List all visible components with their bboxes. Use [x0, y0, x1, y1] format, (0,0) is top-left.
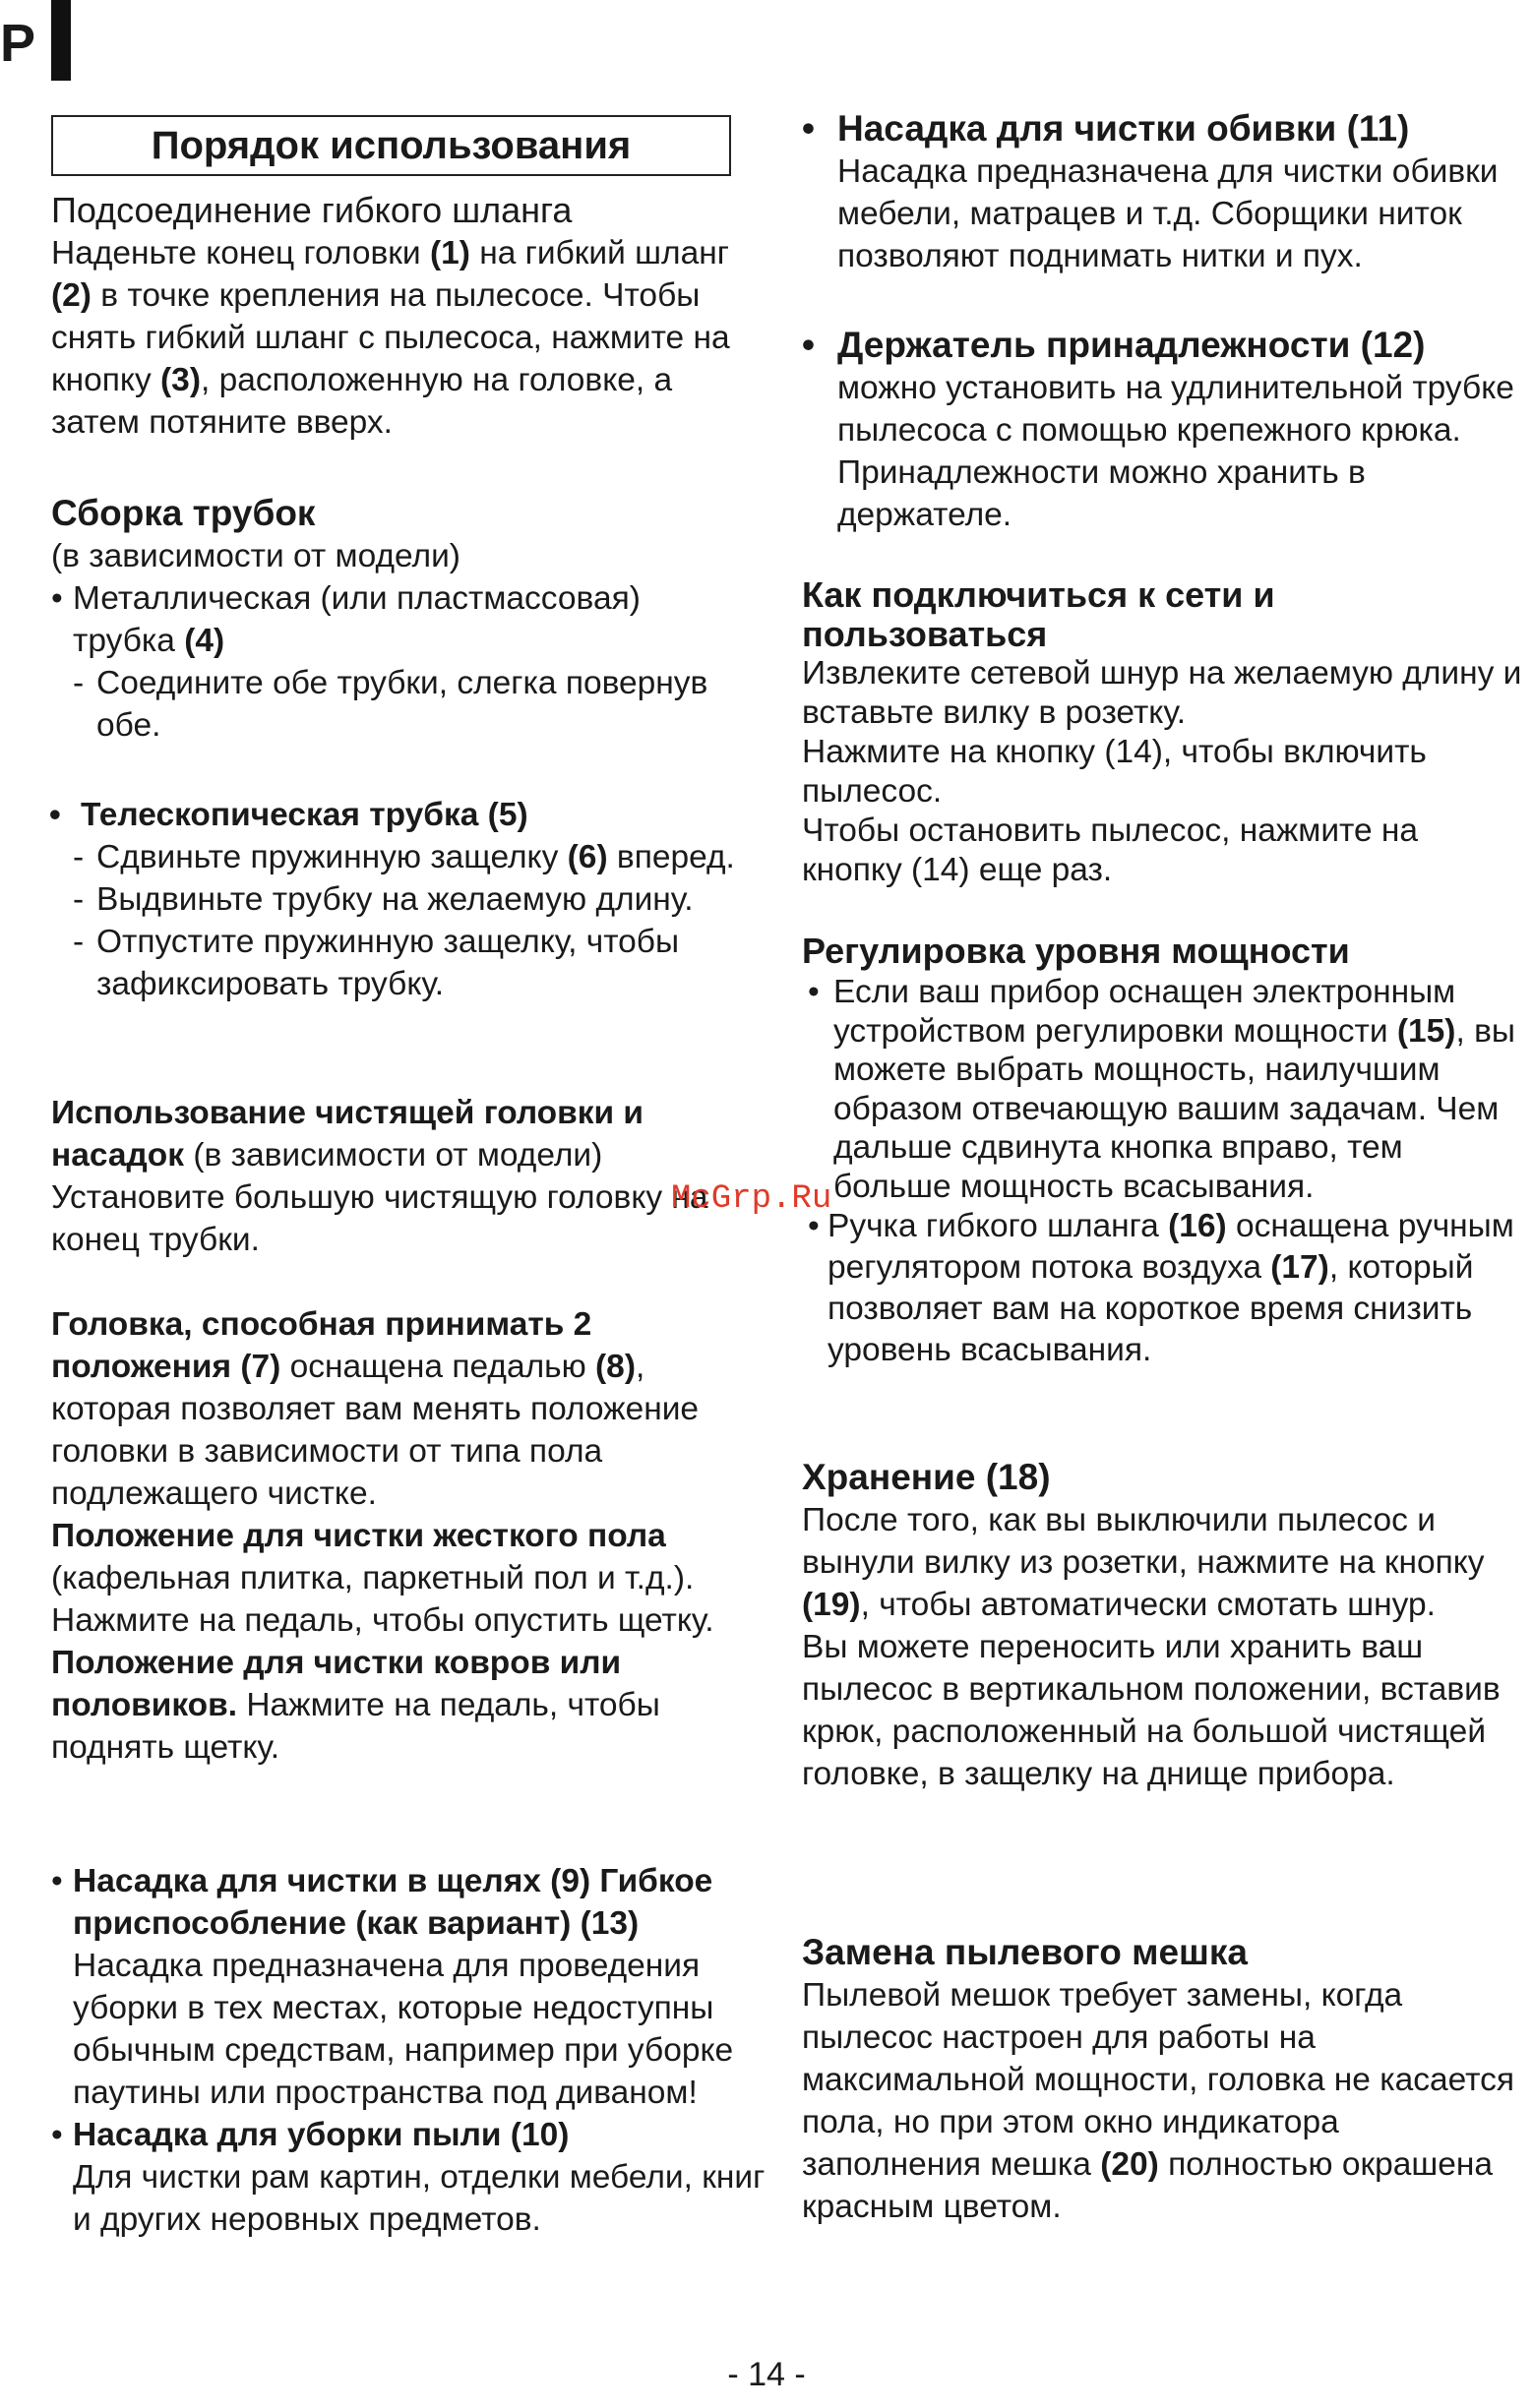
storage-section — [802, 1456, 1525, 1795]
hose-section — [51, 189, 769, 444]
usage-section — [51, 1092, 769, 1261]
power-text-3: Чтобы остановить пылесос, нажмите на кнопку (14) еще раз. — [802, 813, 1419, 888]
dust-nozzle: • Насадка для уборки пыли (10) Для чистки рам картин, отделки мебели, книг и других неровных предметов. — [51, 2117, 766, 2238]
page-title: Порядок использования — [51, 115, 731, 176]
power-heading: Как подключиться к сети и пользоваться — [802, 574, 1275, 654]
head-section — [51, 1303, 769, 1769]
holder-heading: • Держатель принадлежности (12) — [802, 325, 1426, 365]
suction-section — [802, 930, 1525, 1371]
suction-heading: Регулировка уровня мощности — [802, 931, 1350, 971]
suction-bullet-1: • Если ваш прибор оснащен электронным устройством регулировки мощности (15), вы можете выбрать мощность, наилучшим образом отвечающую вашим задачам. Чем дальше сдвинута кнопка вправо, тем больше мощность всасывания. — [808, 974, 1515, 1205]
storage-heading: Хранение (18) — [802, 1457, 1051, 1497]
tubes-section — [51, 492, 769, 747]
telescopic-step-2: - Выдвиньте трубку на желаемую длину. — [73, 881, 694, 918]
telescopic-section — [51, 794, 769, 1005]
holder-text: можно установить на удлинительной трубке пылесоса с помощью крепежного крюка. Принадлежности можно хранить в держателе. — [837, 370, 1514, 533]
carpet-position: Положение для чистки ковров или половиков. Нажмите на педаль, чтобы поднять щетку. — [51, 1645, 660, 1766]
telescopic-step-1: - Сдвиньте пружинную защелку (6) вперед. — [73, 839, 735, 875]
upholstery-text: Насадка предназначена для чистки обивки мебели, матрацев и т.д. Сборщики ниток позволяют поднимать нитки и пух. — [837, 153, 1499, 274]
tubes-note: (в зависимости от модели) — [51, 538, 460, 574]
language-marker: P — [0, 14, 36, 73]
two-position-head: Головка, способная принимать 2 положения (7) оснащена педалью (8), которая позволяет вам менять положение головки в зависимости от типа пола подлежащего чистке. — [51, 1306, 700, 1512]
telescopic-step-3: - Отпустите пружинную защелку, чтобы зафиксировать трубку. — [73, 924, 680, 1002]
power-section — [802, 575, 1525, 890]
language-bar — [51, 0, 71, 81]
upholstery-heading: • Насадка для чистки обивки (11) — [802, 108, 1410, 149]
page-number: - 14 - — [727, 2356, 806, 2393]
telescopic-heading: • Телескопическая трубка (5) — [49, 797, 528, 833]
holder-section — [802, 323, 1525, 536]
storage-text-1: После того, как вы выключили пылесос и вынули вилку из розетки, нажмите на кнопку (19), чтобы автоматически смотать шнур. — [802, 1502, 1485, 1623]
upholstery-section — [802, 106, 1525, 277]
hose-text: Наденьте конец головки (1) на гибкий шланг (2) в точке крепления на пылесосе. Чтобы снять гибкий шланг с пылесоса, нажмите на кнопку (3), расположенную на головке, а затем потяните вверх. — [51, 235, 730, 441]
bag-section — [802, 1931, 1525, 2228]
watermark: McGrp.Ru — [671, 1180, 832, 1218]
crevice-nozzle: • Насадка для чистки в щелях (9) Гибкое приспособление (как вариант) (13) Насадка предназначена для проведения уборки в тех местах, которые недоступны обычным средствам, например при уборке паутины или пространства под диваном! — [51, 1863, 734, 2111]
power-text-2: Нажмите на кнопку (14), чтобы включить пылесос. — [802, 734, 1427, 810]
hard-floor-position: Положение для чистки жесткого пола (кафельная плитка, паркетный пол и т.д.). Нажмите на педаль, чтобы опустить щетку. — [51, 1518, 714, 1639]
metal-tube-step: - Соедините обе трубки, слегка повернув обе. — [73, 665, 708, 744]
bag-heading: Замена пылевого мешка — [802, 1932, 1248, 1972]
usage-heading: Использование чистящей головки и насадок (в зависимости от модели) — [51, 1095, 644, 1174]
nozzles-section — [51, 1860, 769, 2241]
metal-tube-item: • Металлическая (или пластмассовая) трубка (4) — [51, 580, 641, 659]
suction-bullet-2: • Ручка гибкого шланга (16) оснащена ручным регулятором потока воздуха (17), который позволяет вам на короткое время снизить уровень всасывания. — [808, 1208, 1514, 1368]
tubes-heading: Сборка трубок — [51, 493, 316, 533]
storage-text-2: Вы можете переносить или хранить ваш пылесос в вертикальном положении, вставив крюк, расположенный на большой чистящей головке, в защелку на днище прибора. — [802, 1629, 1501, 1792]
usage-text: Установите большую чистящую головку на конец трубки. — [51, 1179, 708, 1258]
power-text-1: Извлеките сетевой шнур на желаемую длину и вставьте вилку в розетку. — [802, 655, 1522, 731]
hose-heading: Подсоединение гибкого шланга — [51, 190, 573, 230]
bag-text: Пылевой мешок требует замены, когда пылесос настроен для работы на максимальной мощности, головка не касается пола, но при этом окно индикатора заполнения мешка (20) полностью окрашена красным цветом. — [802, 1977, 1515, 2225]
